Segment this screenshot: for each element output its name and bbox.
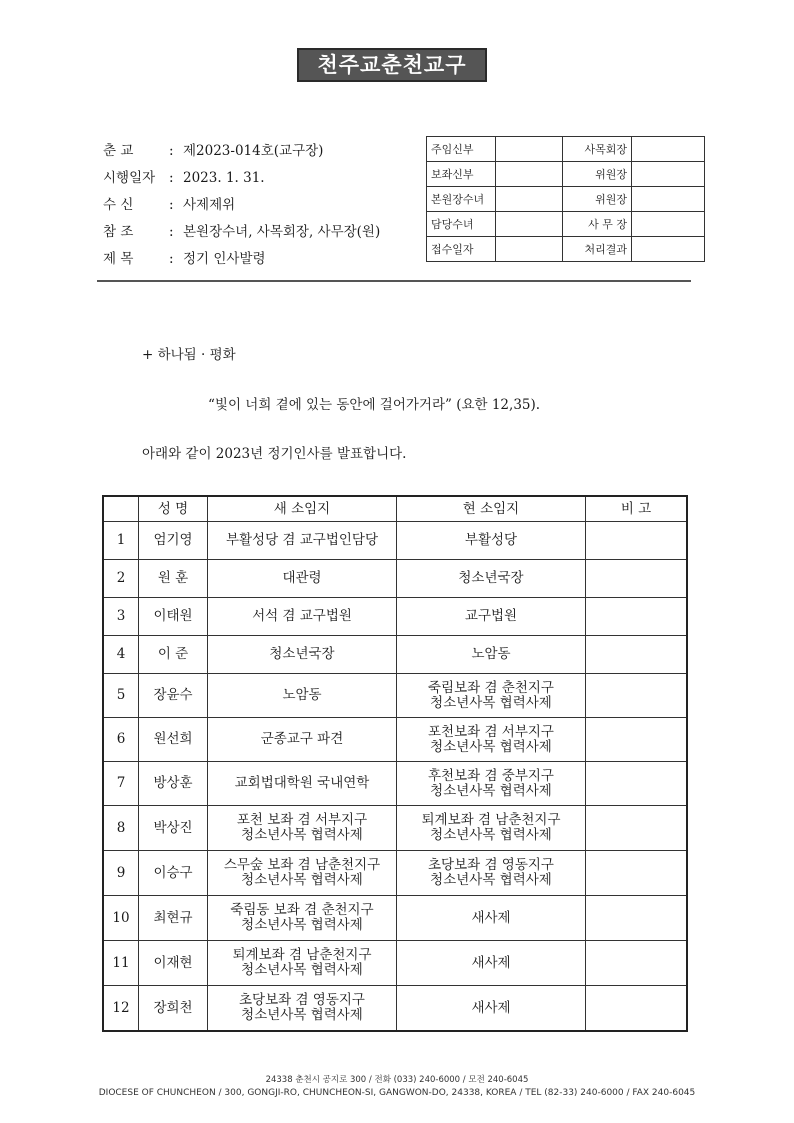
person-name: 이승구	[139, 851, 208, 896]
meta-separator: :	[169, 170, 174, 186]
text-line: 청소년사목 협력사제	[241, 827, 363, 843]
text-line: 청소년사목 협력사제	[430, 827, 552, 843]
table-row	[103, 986, 687, 1032]
approval-row	[427, 162, 705, 187]
table-row	[103, 806, 687, 851]
new-assignment	[208, 806, 397, 851]
column-header	[103, 496, 139, 522]
row-number: 6	[103, 718, 139, 762]
remarks	[586, 896, 688, 941]
meta-value: 본원장수녀, 사목회장, 사무장(원)	[183, 224, 381, 240]
meta-value: 정기 인사발령	[183, 251, 266, 267]
new-assignment	[208, 636, 397, 674]
current-assignment	[397, 986, 586, 1032]
remarks	[586, 522, 688, 560]
new-assignment	[208, 598, 397, 636]
approval-label: 주임신부	[427, 137, 496, 162]
text-line: 청소년사목 협력사제	[430, 738, 552, 755]
table-row	[103, 522, 687, 560]
text-line: 죽림동 보좌 겸 춘천지구	[230, 902, 374, 918]
row-number: 5	[103, 674, 139, 718]
approval-cell	[496, 212, 563, 237]
text-line: 청소년사목 협력사제	[430, 782, 552, 799]
row-number: 1	[103, 522, 139, 560]
text-line: 스무숲 보좌 겸 남춘천지구	[223, 857, 381, 873]
text-line: 서석 겸 교구법원	[252, 608, 352, 624]
current-assignment	[397, 851, 586, 896]
new-assignment	[208, 560, 397, 598]
current-assignment	[397, 718, 586, 762]
table-row	[103, 851, 687, 896]
approval-row	[427, 212, 705, 237]
table-row	[103, 718, 687, 762]
new-assignment	[208, 896, 397, 941]
meta-separator: :	[169, 143, 174, 159]
text-line: 죽림보좌 겸 춘천지구	[428, 679, 554, 696]
table-row	[103, 560, 687, 598]
new-assignment	[208, 986, 397, 1032]
approval-cell	[496, 187, 563, 212]
text-line: 청소년사목 협력사제	[430, 872, 552, 888]
row-number: 2	[103, 560, 139, 598]
text-line: 대관령	[282, 570, 322, 586]
person-name: 원 훈	[139, 560, 208, 598]
meta-label: 춘 교	[103, 143, 134, 159]
current-assignment	[397, 522, 586, 560]
text-line: 새사제	[471, 909, 511, 926]
meta-label: 수 신	[103, 197, 134, 213]
person-name: 최현규	[139, 896, 208, 941]
person-name: 방상훈	[139, 762, 208, 806]
remarks	[586, 806, 688, 851]
person-name: 이태원	[139, 598, 208, 636]
text-line: 포천 보좌 겸 서부지구	[236, 812, 368, 828]
row-number: 8	[103, 806, 139, 851]
approval-cell	[632, 212, 705, 237]
new-assignment	[208, 851, 397, 896]
text-line: 포천보좌 겸 서부지구	[428, 723, 554, 740]
text-line: 청소년사목 협력사제	[241, 872, 363, 888]
approval-cell	[632, 137, 705, 162]
header-divider	[97, 280, 691, 282]
current-assignment	[397, 806, 586, 851]
text-line: 퇴계보좌 겸 남춘천지구	[232, 947, 372, 963]
new-assignment	[208, 718, 397, 762]
approval-label: 사목회장	[563, 137, 632, 162]
approval-cell	[632, 162, 705, 187]
row-number: 4	[103, 636, 139, 674]
meta-label: 시행일자	[103, 170, 156, 186]
column-header: 새 소임지	[208, 496, 397, 522]
current-assignment	[397, 636, 586, 674]
text-line: 부활성당 겸 교구법인담당	[225, 532, 379, 548]
text-line: 초당보좌 겸 영동지구	[428, 857, 554, 873]
footer-address-korean: 24338 춘천시 공지로 300 / 전화 (033) 240-6000 / 모전 240-6045	[265, 1075, 529, 1085]
current-assignment	[397, 674, 586, 718]
greeting: + 하나됨 · 평화	[142, 347, 236, 363]
text-line: 노암동	[282, 687, 322, 703]
remarks	[586, 941, 688, 986]
row-number: 3	[103, 598, 139, 636]
person-name: 원선희	[139, 718, 208, 762]
text-line: 퇴계보좌 겸 남춘천지구	[421, 812, 561, 828]
column-header: 성 명	[139, 496, 208, 522]
text-line: 청소년국장	[458, 570, 524, 586]
person-name: 이재현	[139, 941, 208, 986]
text-line: 군종교구 파견	[260, 731, 344, 747]
row-number: 9	[103, 851, 139, 896]
approval-label: 본원장수녀	[427, 187, 496, 212]
remarks	[586, 636, 688, 674]
row-number: 11	[103, 941, 139, 986]
approval-label: 사 무 장	[563, 212, 632, 237]
meta-separator: :	[169, 224, 174, 240]
new-assignment	[208, 674, 397, 718]
approval-label: 담당수녀	[427, 212, 496, 237]
person-name: 박상진	[139, 806, 208, 851]
meta-value: 제2023-014호(교구장)	[183, 143, 324, 159]
remarks	[586, 598, 688, 636]
remarks	[586, 986, 688, 1032]
meta-label: 참 조	[103, 224, 134, 240]
approval-label: 위원장	[563, 162, 632, 187]
current-assignment	[397, 598, 586, 636]
approval-label: 접수일자	[427, 237, 496, 262]
remarks	[586, 560, 688, 598]
approval-cell	[632, 237, 705, 262]
person-name: 이 준	[139, 636, 208, 674]
approval-row	[427, 237, 705, 262]
remarks	[586, 851, 688, 896]
text-line: 후천보좌 겸 중부지구	[428, 767, 554, 784]
column-header: 비 고	[586, 496, 688, 522]
table-row	[103, 896, 687, 941]
approval-row	[427, 187, 705, 212]
text-line: 청소년사목 협력사제	[241, 917, 363, 933]
approval-label: 처리결과	[563, 237, 632, 262]
table-header-row	[103, 496, 687, 522]
approval-label: 위원장	[563, 187, 632, 212]
scripture-quote: “빛이 너희 곁에 있는 동안에 걸어가거라” (요한 12,35).	[208, 397, 541, 413]
text-line: 교회법대학원 국내연학	[234, 775, 370, 791]
remarks	[586, 674, 688, 718]
meta-separator: :	[169, 197, 174, 213]
current-assignment	[397, 896, 586, 941]
table-row	[103, 762, 687, 806]
row-number: 12	[103, 986, 139, 1032]
approval-cell	[496, 137, 563, 162]
person-name: 엄기영	[139, 522, 208, 560]
text-line: 새사제	[471, 954, 511, 971]
row-number: 7	[103, 762, 139, 806]
table-row	[103, 674, 687, 718]
row-number: 10	[103, 896, 139, 941]
table-row	[103, 941, 687, 986]
approval-cell	[632, 187, 705, 212]
meta-value: 2023. 1. 31.	[183, 170, 265, 186]
meta-separator: :	[169, 251, 174, 267]
text-line: 청소년사목 협력사제	[241, 962, 363, 978]
table-row	[103, 598, 687, 636]
person-name: 장윤수	[139, 674, 208, 718]
intro-text: 아래와 같이 2023년 정기인사를 발표합니다.	[142, 446, 407, 462]
meta-label: 제 목	[103, 251, 134, 267]
diocese-logo: 천주교춘천교구	[297, 48, 487, 82]
remarks	[586, 762, 688, 806]
text-line: 초당보좌 겸 영동지구	[239, 992, 365, 1008]
text-line: 새사제	[471, 999, 511, 1016]
text-line: 노암동	[471, 646, 511, 662]
personnel-table	[102, 495, 688, 1032]
approval-box	[426, 136, 705, 262]
new-assignment	[208, 941, 397, 986]
meta-value: 사제제위	[183, 197, 236, 213]
person-name: 장희천	[139, 986, 208, 1032]
approval-label: 보좌신부	[427, 162, 496, 187]
column-header: 현 소임지	[397, 496, 586, 522]
text-line: 청소년사목 협력사제	[430, 694, 552, 711]
new-assignment	[208, 762, 397, 806]
current-assignment	[397, 560, 586, 598]
remarks	[586, 718, 688, 762]
text-line: 청소년사목 협력사제	[241, 1007, 363, 1023]
approval-row	[427, 137, 705, 162]
table-row	[103, 636, 687, 674]
current-assignment	[397, 941, 586, 986]
text-line: 부활성당	[464, 532, 518, 548]
text-line: 교구법원	[464, 608, 518, 624]
approval-cell	[496, 162, 563, 187]
new-assignment	[208, 522, 397, 560]
current-assignment	[397, 762, 586, 806]
text-line: 청소년국장	[269, 646, 335, 662]
approval-cell	[496, 237, 563, 262]
footer-address-english: DIOCESE OF CHUNCHEON / 300, GONGJI-RO, CHUNCHEON-SI, GANGWON-DO, 24338, KOREA / TEL (82-33) 240-6000 / FAX 240-6045	[98, 1088, 696, 1098]
